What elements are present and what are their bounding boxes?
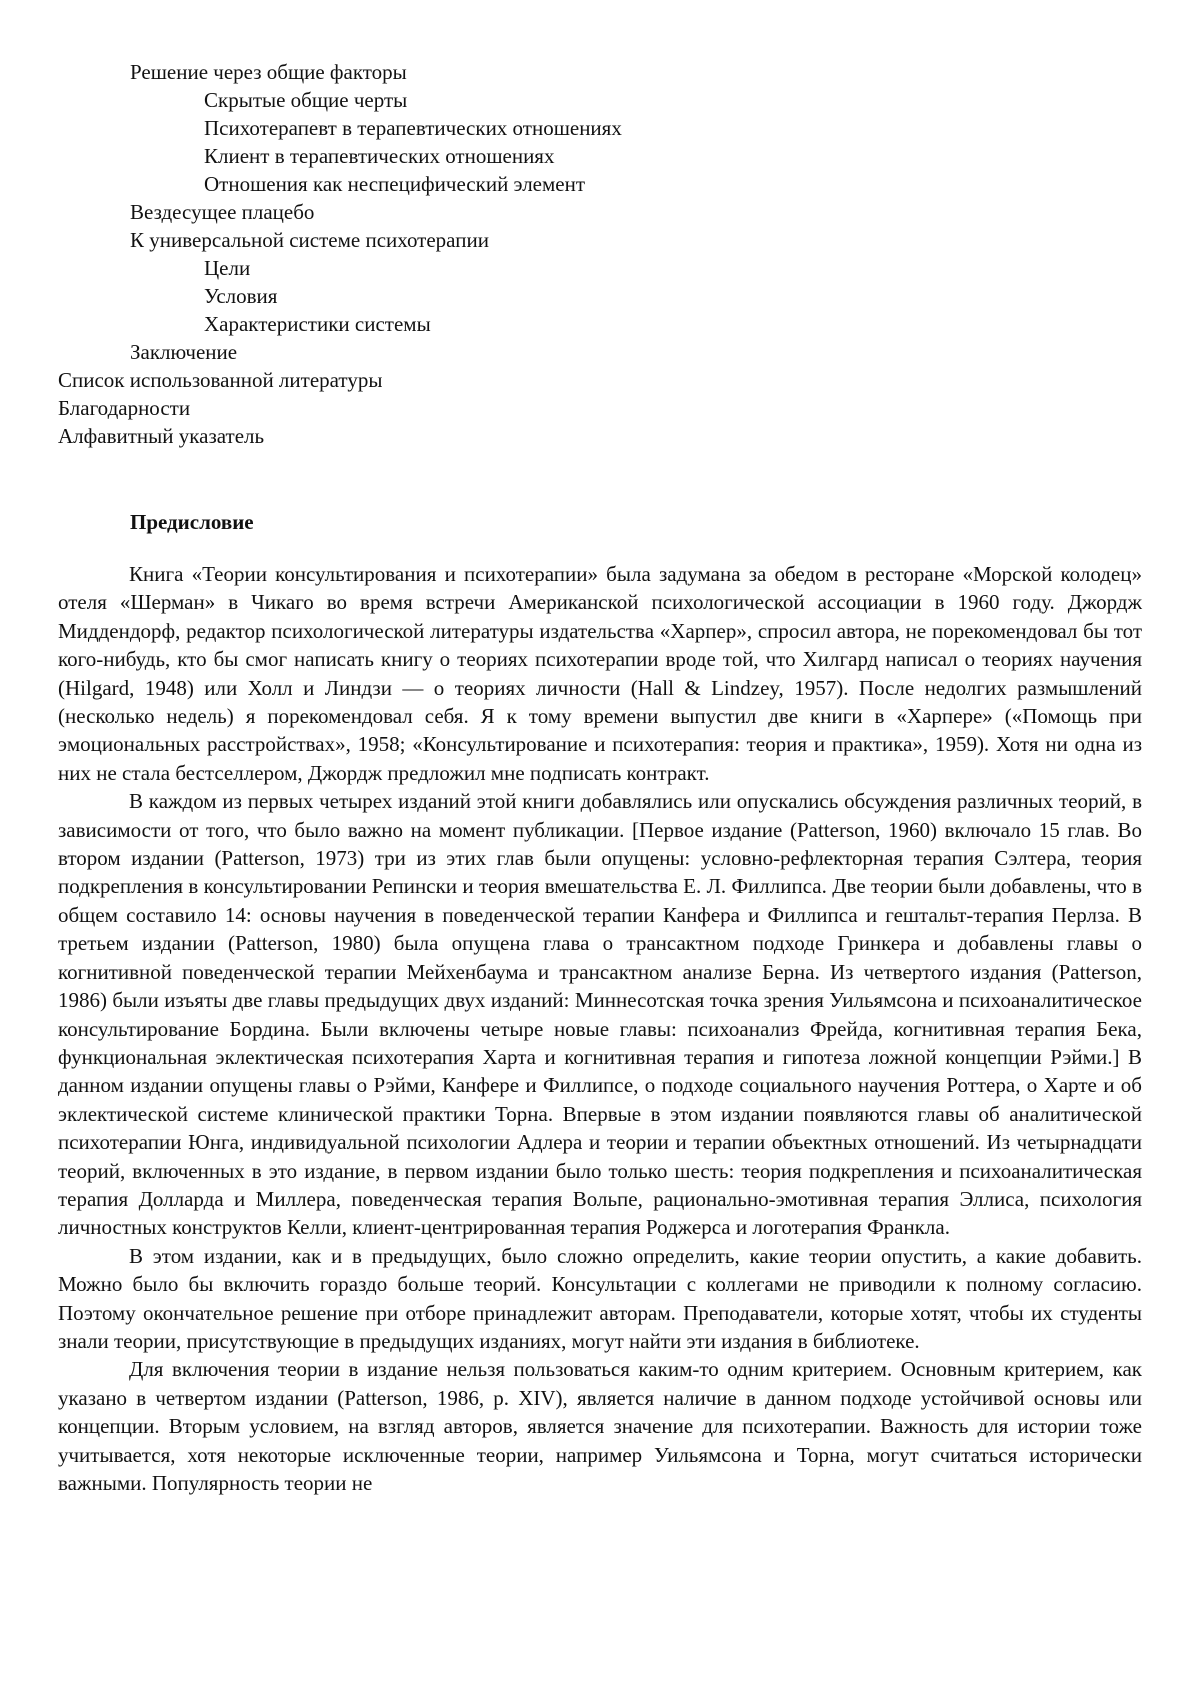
paragraph: В каждом из первых четырех изданий этой книги добавлялись или опускались обсуждения различных теорий, в зависимости от того, что было важно на момент публикации. [Первое издание (Patterson, 1960) включало 15 глав. Во втором издании (Patterson, 1973) три из этих глав были опущены: условно-рефлекторная терапия Сэлтера, теория подкрепления в консультировании Репински и теория вмешательства Е. Л. Филлипса. Две теории были добавлены, что в общем составило 14: основы научения в поведенческой терапии Канфера и Филлипса и гештальт-терапия Перлза. В третьем издании (Patterson, 1980) была опущена глава о трансактном подходе Гринкера и добавлены главы о когнитивной поведенческой терапии Мейхенбаума и трансактном анализе Берна. Из четвертого издания (Patterson, 1986) были изъяты две главы предыдущих двух изданий: Миннесотская точка зрения Уильямсона и психоаналитическое консультирование Бордина. Были включены четыре новые главы: психоанализ Фрейда, когнитивная терапия Бека, функциональная эклектическая психотерапия Харта и когнитивная терапия и гипотеза ложной концепции Рэйми.] В данном издании опущены главы о Рэйми, Канфере и Филлипсе, о подходе социального научения Роттера, о Харте и об эклектической системе клинической практики Торна. Впервые в этом издании появляются главы об аналитической психотерапии Юнга, индивидуальной психологии Адлера и теории и терапии объектных отношений. Из четырнадцати теорий, включенных в это издание, в первом издании было только шесть: теория подкрепления и психоаналитическая терапия Долларда и Миллера, поведенческая терапия Вольпе, рационально-эмотивная терапия Эллиса, психология личностных конструктов Келли, клиент-центрированная терапия Роджерса и логотерапия Франкла. xyxy=(58,789,1142,1240)
toc-item: Решение через общие факторы xyxy=(130,60,407,84)
table-of-contents xyxy=(58,58,958,450)
toc-item: Скрытые общие черты xyxy=(204,88,408,112)
toc-item: Вездесущее плацебо xyxy=(130,200,315,224)
toc-item: Условия xyxy=(204,284,278,308)
toc-item: Благодарности xyxy=(58,396,191,420)
toc-item: Характеристики системы xyxy=(204,312,431,336)
toc-item: К универсальной системе психотерапии xyxy=(130,228,489,252)
paragraph: Для включения теории в издание нельзя пользоваться каким-то одним критерием. Основным критерием, как указано в четвертом издании (Patterson, 1986, p. XIV), является наличие в данном подходе устойчивой основы или концепции. Вторым условием, на взгляд авторов, является значение для психотерапии. Важность для истории тоже учитывается, хотя некоторые исключенные теории, например Уильямсона и Торна, могут считаться исторически важными. Популярность теории не xyxy=(58,1357,1142,1495)
preface-body xyxy=(58,560,1142,1497)
toc-item: Цели xyxy=(204,256,251,280)
toc-item: Психотерапевт в терапевтических отношениях xyxy=(204,116,622,140)
toc-item: Заключение xyxy=(130,340,238,364)
toc-item: Алфавитный указатель xyxy=(58,424,265,448)
toc-item: Список использованной литературы xyxy=(58,368,383,392)
section-heading: Предисловие xyxy=(130,510,254,534)
paragraph: В этом издании, как и в предыдущих, было сложно определить, какие теории опустить, а какие добавить. Можно было бы включить гораздо больше теорий. Консультации с коллегами не приводили к полному согласию. Поэтому окончательное решение при отборе принадлежит авторам. Преподаватели, которые хотят, чтобы их студенты знали теории, присутствующие в предыдущих изданиях, могут найти эти издания в библиотеке. xyxy=(58,1243,1142,1353)
paragraph: Книга «Теории консультирования и психотерапии» была задумана за обедом в ресторане «Морской колодец» отеля «Шерман» в Чикаго во время встречи Американской психологической ассоциации в 1960 году. Джордж Миддендорф, редактор психологической литературы издательства «Харпер», спросил автора, не порекомендовал бы тот кого-нибудь, кто бы смог написать книгу о теориях психотерапии вроде той, что Хилгард написал о теориях научения (Hilgard, 1948) или Холл и Линдзи — о теориях личности (Hall & Lindzey, 1957). После недолгих размышлений (несколько недель) я порекомендовал себя. Я к тому времени выпустил две книги в «Харпере» («Помощь при эмоциональных расстройствах», 1958; «Консультирование и психотерапия: теория и практика», 1959). Хотя ни одна из них не стала бестселлером, Джордж предложил мне подписать контракт. xyxy=(58,562,1142,785)
toc-item: Клиент в терапевтических отношениях xyxy=(204,144,555,168)
toc-item: Отношения как неспецифический элемент xyxy=(204,172,586,196)
